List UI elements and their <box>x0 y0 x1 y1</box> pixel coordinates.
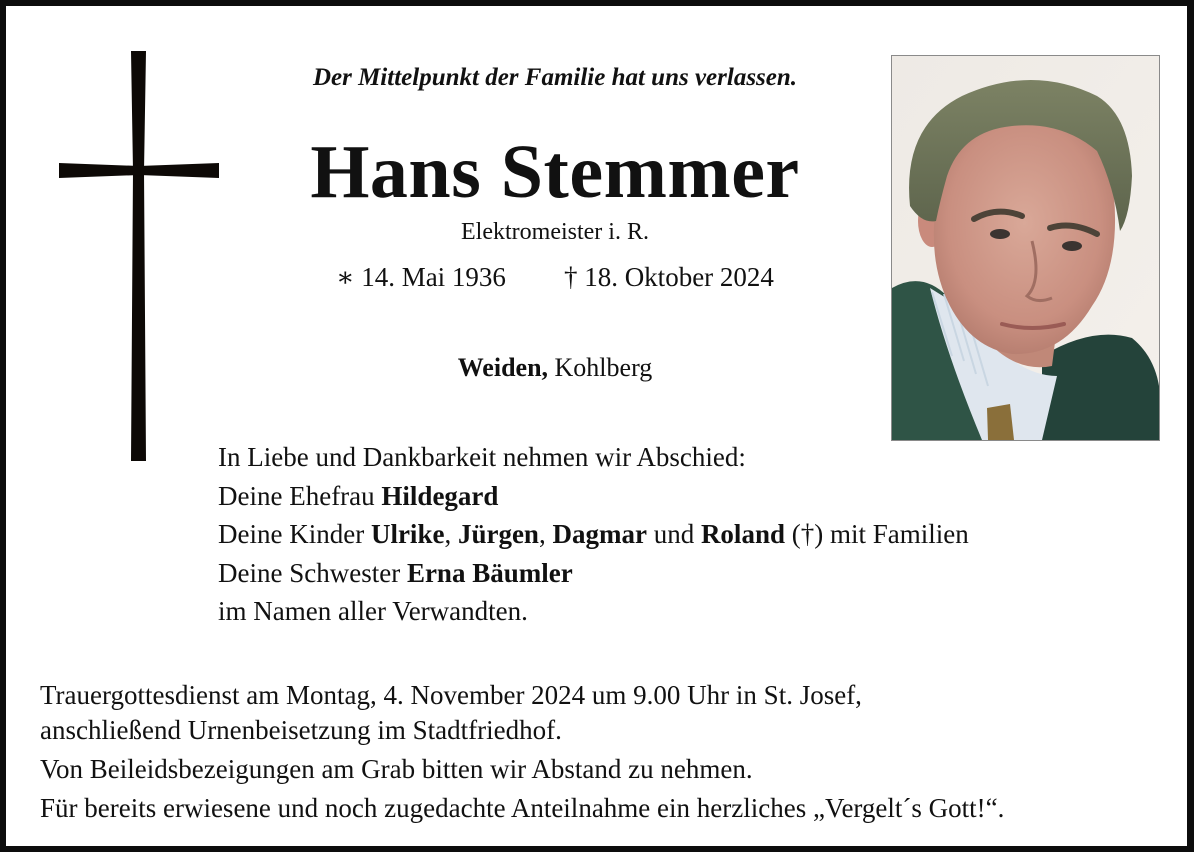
death-date: 18. Oktober 2024 <box>584 262 774 292</box>
place-secondary: Kohlberg <box>554 353 653 382</box>
death-dagger-icon: † <box>563 262 578 292</box>
sister-prefix: Deine Schwester <box>218 557 401 588</box>
latin-cross-icon <box>59 51 219 461</box>
mourners-intro: In Liebe und Dankbarkeit nehmen wir Abschied: <box>218 442 746 472</box>
mourners-block <box>218 438 1118 631</box>
deceased-name: Hans Stemmer <box>310 130 800 214</box>
child-name: Jürgen <box>457 519 539 549</box>
motto: Der Mittelpunkt der Familie hat uns verlassen. <box>312 64 798 91</box>
conjunction: und <box>653 519 695 549</box>
service-line-2: anschließend Urnenbeisetzung im Stadtfriedhof. <box>40 715 562 745</box>
place-of-residence <box>230 350 880 386</box>
place-primary: Weiden, <box>457 353 549 382</box>
children-suffix: mit Familien <box>829 519 969 549</box>
sister-line <box>218 554 1118 593</box>
child-name: Dagmar <box>552 519 647 549</box>
condolence-request: Von Beileidsbezeigungen am Grab bitten wir Abstand zu nehmen. <box>40 754 753 784</box>
mourners-closing: im Namen aller Verwandten. <box>218 596 528 626</box>
life-dates <box>230 259 880 295</box>
birth-date: 14. Mai 1936 <box>361 262 506 292</box>
profession: Elektromeister i. R. <box>461 219 649 245</box>
child-name: Roland <box>700 519 785 549</box>
spouse-name: Hildegard <box>381 480 499 511</box>
separator: , <box>538 519 546 549</box>
service-line-1: Trauergottesdienst am Montag, 4. November 2024 um 9.00 Uhr in St. Josef, <box>40 680 862 710</box>
portrait-photo <box>891 55 1160 441</box>
children-line <box>218 515 1118 554</box>
spouse-line <box>218 477 1118 516</box>
deceased-dagger-icon: (†) <box>791 519 824 549</box>
thanks-line: Für bereits erwiesene und noch zugedachte Anteilnahme ein herzliches „Vergelt´s Gott!“. <box>40 793 1005 823</box>
children-prefix: Deine Kinder <box>218 519 365 549</box>
separator: , <box>444 519 452 549</box>
child-name: Ulrike <box>370 519 445 549</box>
service-notice <box>40 678 1160 826</box>
sister-name: Erna Bäumler <box>406 557 573 588</box>
spouse-prefix: Deine Ehefrau <box>218 480 375 511</box>
birth-star-icon: ∗ <box>336 262 355 292</box>
